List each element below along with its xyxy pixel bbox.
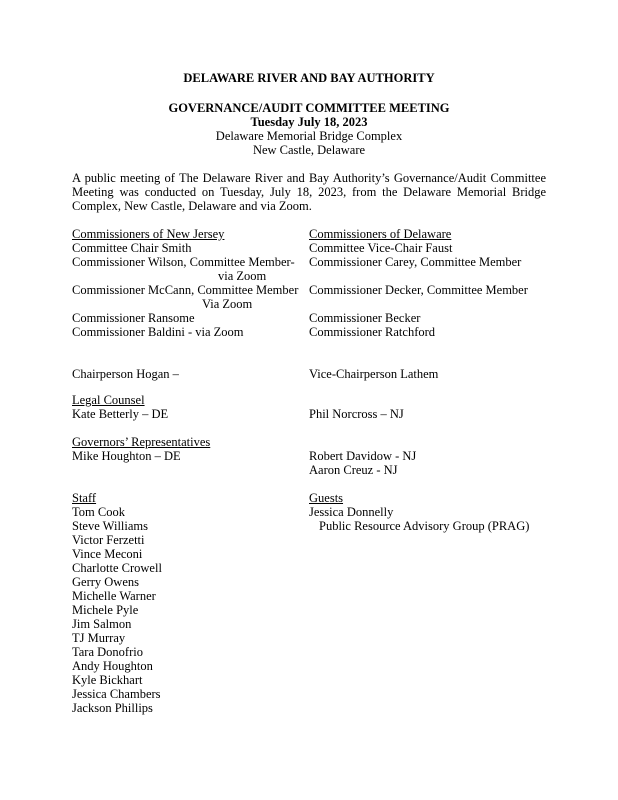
intro-paragraph: A public meeting of The Delaware River and Bay Authority’s Governance/Audit Committee Meeting was conducted on Tuesday, July 18, 2023, from the Delaware Memorial Bridge Complex, New Castle, Delaware and via Zoom. (72, 171, 546, 213)
nj-baldini: Commissioner Baldini - via Zoom (72, 325, 244, 339)
governor-de: Mike Houghton – DE (72, 449, 181, 463)
governors-nj (309, 449, 416, 477)
nj-mccann: Commissioner McCann, Committee Member (72, 283, 299, 297)
list-item: Tara Donofrio (72, 645, 143, 659)
nj-heading: Commissioners of New Jersey (72, 227, 225, 241)
guests-list (309, 491, 529, 533)
nj-chair: Committee Chair Smith (72, 241, 192, 255)
de-ratchford: Commissioner Ratchford (309, 325, 436, 339)
list-item: Kyle Bickhart (72, 673, 143, 687)
guest-affiliation: Public Resource Advisory Group (PRAG) (319, 519, 530, 533)
chairperson: Chairperson Hogan – (72, 367, 179, 381)
list-item: Jessica Chambers (72, 687, 161, 701)
legal-heading: Legal Counsel (72, 393, 145, 407)
meeting-location-2: New Castle, Delaware (252, 143, 366, 157)
de-carey: Commissioner Carey, Committee Member (309, 255, 522, 269)
nj-wilson: Commissioner Wilson, Committee Member- (72, 255, 295, 269)
legal-de: Kate Betterly – DE (72, 407, 169, 421)
org-title: DELAWARE RIVER AND BAY AUTHORITY (183, 71, 435, 85)
guest-name: Jessica Donnelly (309, 505, 394, 519)
list-item: Michelle Warner (72, 589, 156, 603)
governors-heading: Governors’ Representatives (72, 435, 211, 449)
staff-list (72, 491, 162, 715)
meeting-date: Tuesday July 18, 2023 (250, 115, 368, 129)
list-item: Jim Salmon (72, 617, 132, 631)
list-item: Vince Meconi (72, 547, 143, 561)
staff-heading: Staff (72, 491, 97, 505)
list-item: Steve Williams (72, 519, 148, 533)
de-heading: Commissioners of Delaware (309, 227, 452, 241)
meeting-location-1: Delaware Memorial Bridge Complex (215, 129, 403, 143)
de-commissioners (309, 227, 521, 269)
de-vice-chair: Committee Vice-Chair Faust (309, 241, 453, 255)
vice-chairperson: Vice-Chairperson Lathem (309, 367, 439, 381)
list-item: Gerry Owens (72, 575, 139, 589)
list-item: Jackson Phillips (72, 701, 153, 715)
de-commissioners-3 (309, 311, 435, 339)
list-item: Victor Ferzetti (72, 533, 145, 547)
nj-wilson-via: via Zoom (218, 269, 267, 283)
list-item: TJ Murray (72, 631, 126, 645)
legal-counsel (72, 393, 168, 421)
de-commissioners-2 (309, 283, 528, 297)
governor-nj-2: Aaron Creuz - NJ (309, 463, 398, 477)
nj-commissioners (72, 227, 298, 339)
guests-heading: Guests (309, 491, 344, 505)
nj-ransome: Commissioner Ransome (72, 311, 195, 325)
list-item: Tom Cook (72, 505, 125, 519)
nj-mccann-via: Via Zoom (202, 297, 253, 311)
governors-reps (72, 435, 210, 463)
meeting-title: GOVERNANCE/AUDIT COMMITTEE MEETING (168, 101, 450, 115)
legal-nj: Phil Norcross – NJ (309, 407, 404, 421)
list-item: Charlotte Crowell (72, 561, 162, 575)
de-decker: Commissioner Decker, Committee Member (309, 283, 528, 297)
de-becker: Commissioner Becker (309, 311, 421, 325)
list-item: Michele Pyle (72, 603, 139, 617)
governor-nj-1: Robert Davidow - NJ (309, 449, 417, 463)
list-item: Andy Houghton (72, 659, 153, 673)
